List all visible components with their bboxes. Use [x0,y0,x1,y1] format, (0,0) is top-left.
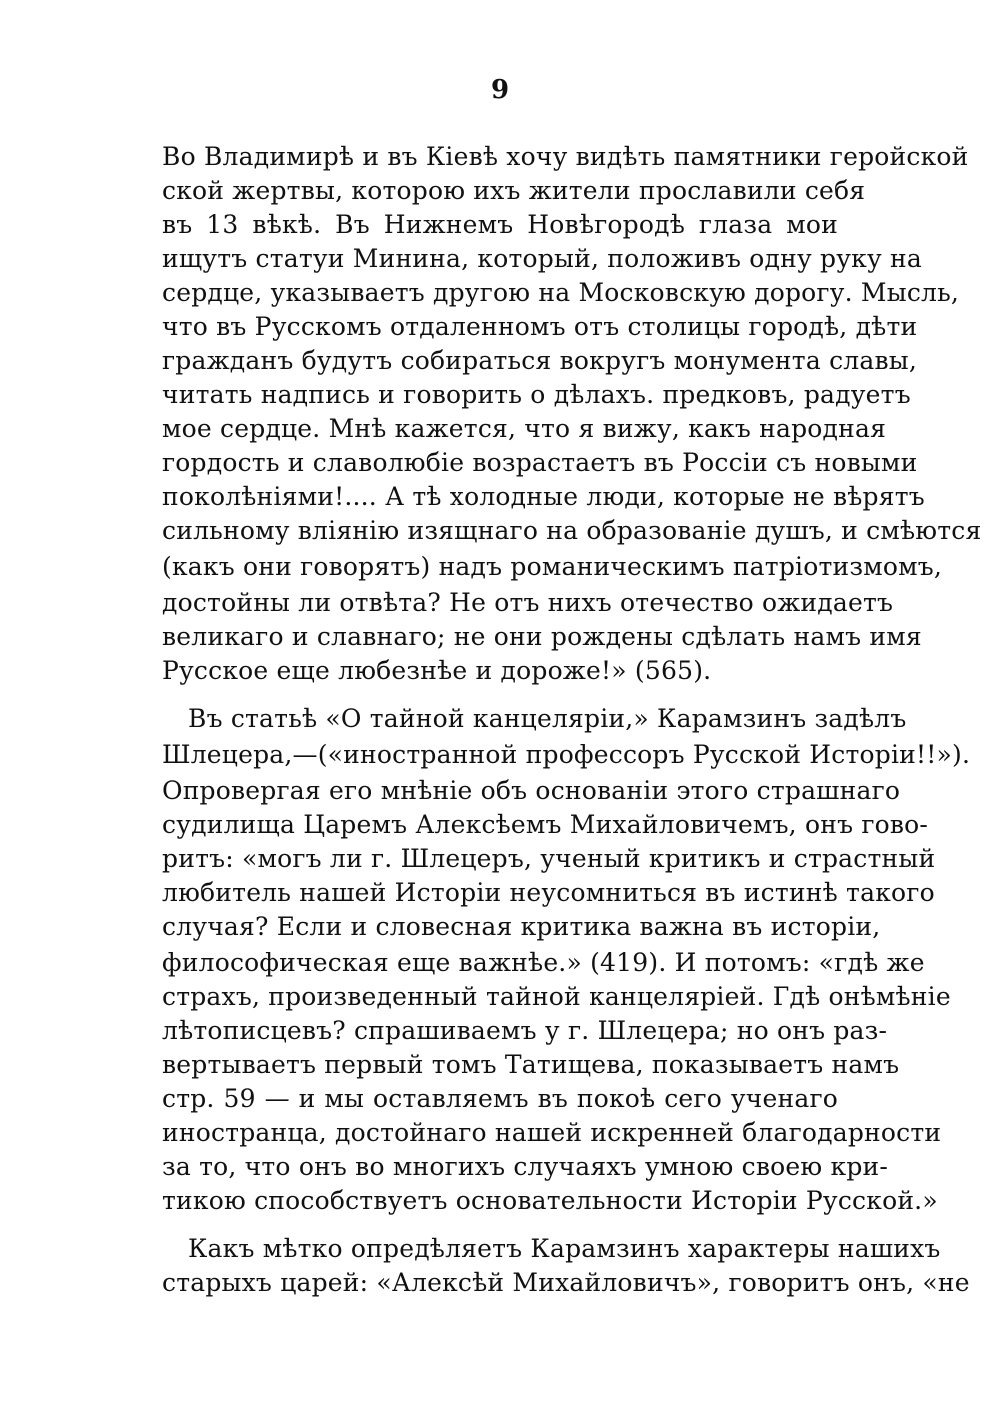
text-line: ищутъ статуи Минина, который, положивъ одну руку на [162,244,923,273]
text-line: Шлецера,—(«иностранной профессоръ Русской Исторiи!!»). [162,740,971,769]
text-line: въ 13 вѣкѣ. Въ Нижнемъ Новѣгородѣ глаза мои [162,210,838,239]
text-line: Русское еще любезнѣе и дороже!» (565). [162,656,712,685]
text-line: судилища Царемъ Алексѣемъ Михайловичемъ, онъ гово- [162,810,929,839]
text-line: Опровергая его мнѣнiе объ основанiи этого страшнаго [162,776,901,805]
text-line: мое сердце. Мнѣ кажется, что я вижу, какъ народная [162,414,887,443]
text-line: читать надпись и говорить о дѣлахъ. предковъ, радуетъ [162,380,911,409]
text-line: ской жертвы, которою ихъ жители прославили себя [162,176,866,205]
text-line: случая? Если и словесная критика важна въ исторiи, [162,912,881,941]
text-line: великаго и славнаго; не они рождены сдѣлать намъ имя [162,622,922,651]
text-line: что въ Русскомъ отдаленномъ отъ столицы городѣ, дѣти [162,312,918,341]
text-line: Въ статьѣ «О тайной канцелярiи,» Карамзинъ задѣлъ [188,704,907,733]
text-line: гордость и славолюбiе возрастаетъ въ Россiи съ новыми [162,448,918,477]
text-line: Какъ мѣтко опредѣляетъ Карамзинъ характеры нашихъ [188,1234,941,1263]
text-line: страхъ, произведенный тайной канцелярiей. Гдѣ онѣмѣнiе [162,982,951,1011]
text-line: лѣтописцевъ? спрашиваемъ у г. Шлецера; но онъ раз- [162,1016,888,1045]
text-line: ритъ: «могъ ли г. Шлецеръ, ученый критикъ и страстный [162,844,936,873]
text-line: вертываетъ первый томъ Татищева, показываетъ намъ [162,1050,900,1079]
text-line: старыхъ царей: «Алексѣй Михайловичъ», говоритъ онъ, «не [162,1268,970,1297]
text-line: любитель нашей Исторiи неусомниться въ истинѣ такого [162,878,935,907]
text-line: философическая еще важнѣе.» (419). И потомъ: «гдѣ же [162,948,925,977]
text-line: гражданъ будутъ собираться вокругъ монумента славы, [162,346,917,375]
text-line: поколѣнiями!.... А тѣ холодные люди, которые не вѣрятъ [162,482,925,511]
text-line: сильному влiянiю изящнаго на образованiе душъ, и смѣются [162,516,982,545]
page-number: 9 [490,75,510,105]
text-line: сердце, указываетъ другою на Московскую дорогу. Мысль, [162,278,960,307]
text-line: (какъ они говорятъ) надъ романическимъ патрiотизмомъ, [162,552,942,581]
text-line: иностранца, достойнаго нашей искренней благодарности [162,1118,942,1147]
text-line: тикою способствуетъ основательности Исторiи Русской.» [162,1186,938,1215]
text-line: за то, что онъ во многихъ случаяхъ умною своею кри- [162,1152,889,1181]
text-line: Во Владимирѣ и въ Кiевѣ хочу видѣть памятники геройской [162,142,969,171]
text-line: достойны ли отвѣта? Не отъ нихъ отечество ожидаетъ [162,588,894,617]
text-line: стр. 59 — и мы оставляемъ въ покоѣ сего ученаго [162,1084,838,1113]
